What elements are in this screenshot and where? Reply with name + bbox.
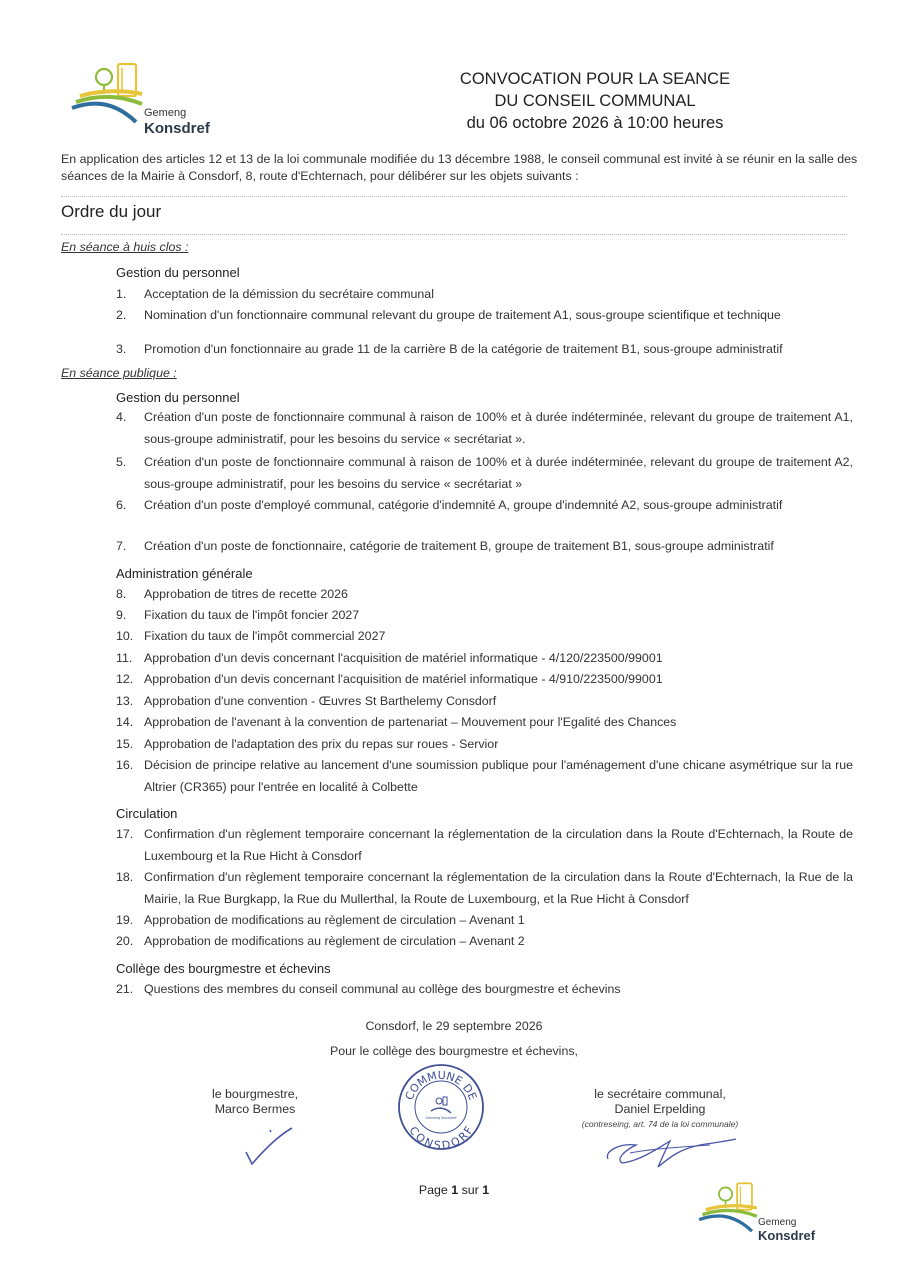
item-number: 14. — [116, 715, 134, 729]
mayor-role: le bourgmestre, — [211, 1087, 299, 1101]
item-number: 2. — [116, 308, 127, 322]
section-heading: Gestion du personnel — [116, 265, 240, 280]
agenda-item — [116, 307, 853, 323]
page-total: 1 — [482, 1183, 490, 1197]
section-heading: Gestion du personnel — [116, 390, 240, 405]
agenda-item — [116, 754, 853, 798]
item-number: 3. — [116, 342, 127, 356]
item-number: 10. — [116, 629, 134, 643]
item-number: 12. — [116, 672, 134, 686]
item-text: Approbation de modifications au règlement de circulation – Avenant 2 — [144, 934, 525, 948]
item-text: Fixation du taux de l'impôt foncier 2027 — [144, 608, 360, 622]
page-word: Page — [418, 1183, 448, 1197]
agenda-item — [116, 823, 853, 867]
item-text: Approbation d'un devis concernant l'acquisition de matériel informatique - 4/910/223500/99001 — [144, 672, 663, 686]
item-text: Confirmation d'un règlement temporaire concernant la réglementation de la circulation dans la Route d'Echternach, la Route de Luxembourg et la Rue Hicht à Consdorf — [144, 827, 853, 863]
section-heading: Collège des bourgmestre et échevins — [116, 961, 331, 976]
item-number: 6. — [116, 498, 127, 512]
item-number: 1. — [116, 287, 127, 301]
stamp-bottom-text: CONSDORF — [406, 1124, 476, 1151]
item-number: 21. — [116, 982, 134, 996]
item-text: Décision de principe relative au lancement d'une soumission publique pour l'aménagement d'une chicane asymétrique sur la rue Altrier (CR365) pour l'entrée en localité à Colbette — [144, 758, 853, 794]
item-text: Approbation de l'adaptation des prix du repas sur roues - Servior — [144, 737, 499, 751]
item-text: Approbation de l'avenant à la convention de partenariat – Mouvement pour l'Egalité des Chances — [144, 715, 677, 729]
item-number: 15. — [116, 737, 134, 751]
mayor-signature-block — [180, 1087, 330, 1117]
logo-text-line1: Gemeng — [758, 1217, 797, 1228]
page-current: 1 — [451, 1183, 459, 1197]
intro-paragraph: En application des articles 12 et 13 de la loi communale modifiée du 13 décembre 1988, le conseil communal est invité à se réunir en la salle des séances de la Mairie à Consdorf, 8, route d'Echternach, pour délibérer sur les objets suivants : — [61, 152, 858, 183]
item-text: Approbation d'une convention - Œuvres St Barthelemy Consdorf — [144, 694, 497, 708]
item-number: 7. — [116, 539, 127, 553]
municipality-logo — [70, 60, 230, 140]
item-text: Création d'un poste de fonctionnaire, catégorie de traitement B, groupe de traitement B1, sous-groupe administratif — [144, 539, 774, 553]
item-number: 19. — [116, 913, 134, 927]
item-text: Création d'un poste d'employé communal, catégorie d'indemnité A, groupe d'indemnité A2, sous-groupe administratif — [144, 498, 783, 512]
official-stamp-icon — [397, 1063, 485, 1151]
agenda-item — [116, 733, 853, 755]
item-text: Nomination d'un fonctionnaire communal relevant du groupe de traitement A1, sous-groupe scientifique et technique — [144, 308, 781, 322]
divider-top — [61, 196, 847, 197]
item-text: Questions des membres du conseil communal au collège des bourgmestre et échevins — [144, 982, 621, 996]
stamp-top-text: COMMUNE DE — [402, 1068, 480, 1102]
section-heading: Administration générale — [116, 566, 253, 581]
on-behalf-line: Pour le collège des bourgmestre et échevins, — [330, 1044, 578, 1058]
convocation-title — [430, 68, 760, 134]
item-text: Fixation du taux de l'impôt commercial 2027 — [144, 629, 386, 643]
page-separator: sur — [461, 1183, 479, 1197]
item-number: 20. — [116, 934, 134, 948]
secretary-signature-icon — [600, 1133, 740, 1173]
item-text: Promotion d'un fonctionnaire au grade 11 de la carrière B de la catégorie de traitement B1, sous-groupe administratif — [144, 342, 783, 356]
agenda-item — [116, 866, 853, 910]
logo-text-line2: Konsdref — [144, 120, 210, 137]
item-number: 18. — [116, 870, 134, 884]
municipality-logo-footer — [696, 1180, 831, 1246]
agenda-item — [116, 978, 853, 1000]
logo-text-line1: Gemeng — [144, 107, 187, 119]
item-number: 13. — [116, 694, 134, 708]
mayor-signature-icon — [240, 1122, 300, 1170]
logo-text-line2: Konsdref — [758, 1228, 816, 1243]
agenda-item — [116, 668, 853, 690]
place-date: Consdorf, le 29 septembre 2026 — [365, 1019, 543, 1033]
secretary-note: (contreseing, art. 74 de la loi communale) — [581, 1119, 739, 1129]
agenda-item — [116, 711, 853, 733]
agenda-item — [116, 535, 853, 557]
item-number: 9. — [116, 608, 127, 622]
item-text: Création d'un poste de fonctionnaire communal à raison de 100% et à durée indéterminée, relevant du groupe de traitement A2, sous-groupe administratif, pour les besoins du service « secrétariat » — [144, 455, 853, 491]
agenda-item — [116, 286, 853, 302]
agenda-item — [116, 647, 853, 669]
item-number: 4. — [116, 410, 127, 424]
item-number: 8. — [116, 587, 127, 601]
agenda-item — [116, 406, 853, 450]
item-text: Création d'un poste de fonctionnaire communal à raison de 100% et à durée indéterminée, relevant du groupe de traitement A1, sous-groupe administratif, pour les besoins du service « secrétariat ». — [144, 410, 853, 446]
agenda-item — [116, 930, 853, 952]
title-line-2: DU CONSEIL COMMUNAL — [494, 92, 696, 110]
secretary-signature-block — [560, 1087, 760, 1132]
divider-bottom — [61, 234, 847, 235]
item-text: Approbation de titres de recette 2026 — [144, 587, 348, 601]
closed-session-label: En séance à huis clos : — [61, 240, 189, 254]
stamp-center-text: Gemeng Konsdref — [425, 1116, 457, 1120]
agenda-item — [116, 494, 853, 516]
agenda-item — [116, 909, 853, 931]
title-line-1: CONVOCATION POUR LA SEANCE — [459, 70, 731, 88]
item-number: 16. — [116, 758, 134, 772]
agenda-item — [116, 583, 853, 605]
agenda-item — [116, 625, 853, 647]
item-text: Approbation de modifications au règlement de circulation – Avenant 1 — [144, 913, 525, 927]
item-number: 17. — [116, 827, 134, 841]
agenda-title: Ordre du jour — [61, 202, 162, 221]
title-line-3: du 06 octobre 2026 à 10:00 heures — [466, 114, 724, 132]
agenda-item — [116, 690, 853, 712]
agenda-item — [116, 341, 853, 357]
secretary-role: le secrétaire communal, — [594, 1087, 726, 1101]
agenda-item — [116, 604, 853, 626]
secretary-name: Daniel Erpelding — [614, 1102, 706, 1116]
agenda-item — [116, 451, 853, 495]
item-text: Confirmation d'un règlement temporaire concernant la réglementation de la circulation dans la Route d'Echternach, la Rue de la Mairie, la Rue Burgkapp, la Rue du Mullerthal, la Route de Luxembourg, et la Rue Hicht à Consdorf — [144, 870, 853, 906]
item-number: 5. — [116, 455, 127, 469]
item-text: Approbation d'un devis concernant l'acquisition de matériel informatique - 4/120/223500/99001 — [144, 651, 663, 665]
section-heading: Circulation — [116, 806, 178, 821]
item-text: Acceptation de la démission du secrétaire communal — [144, 287, 434, 301]
mayor-name: Marco Bermes — [214, 1102, 296, 1116]
public-session-label: En séance publique : — [61, 366, 177, 380]
item-number: 11. — [116, 651, 133, 665]
